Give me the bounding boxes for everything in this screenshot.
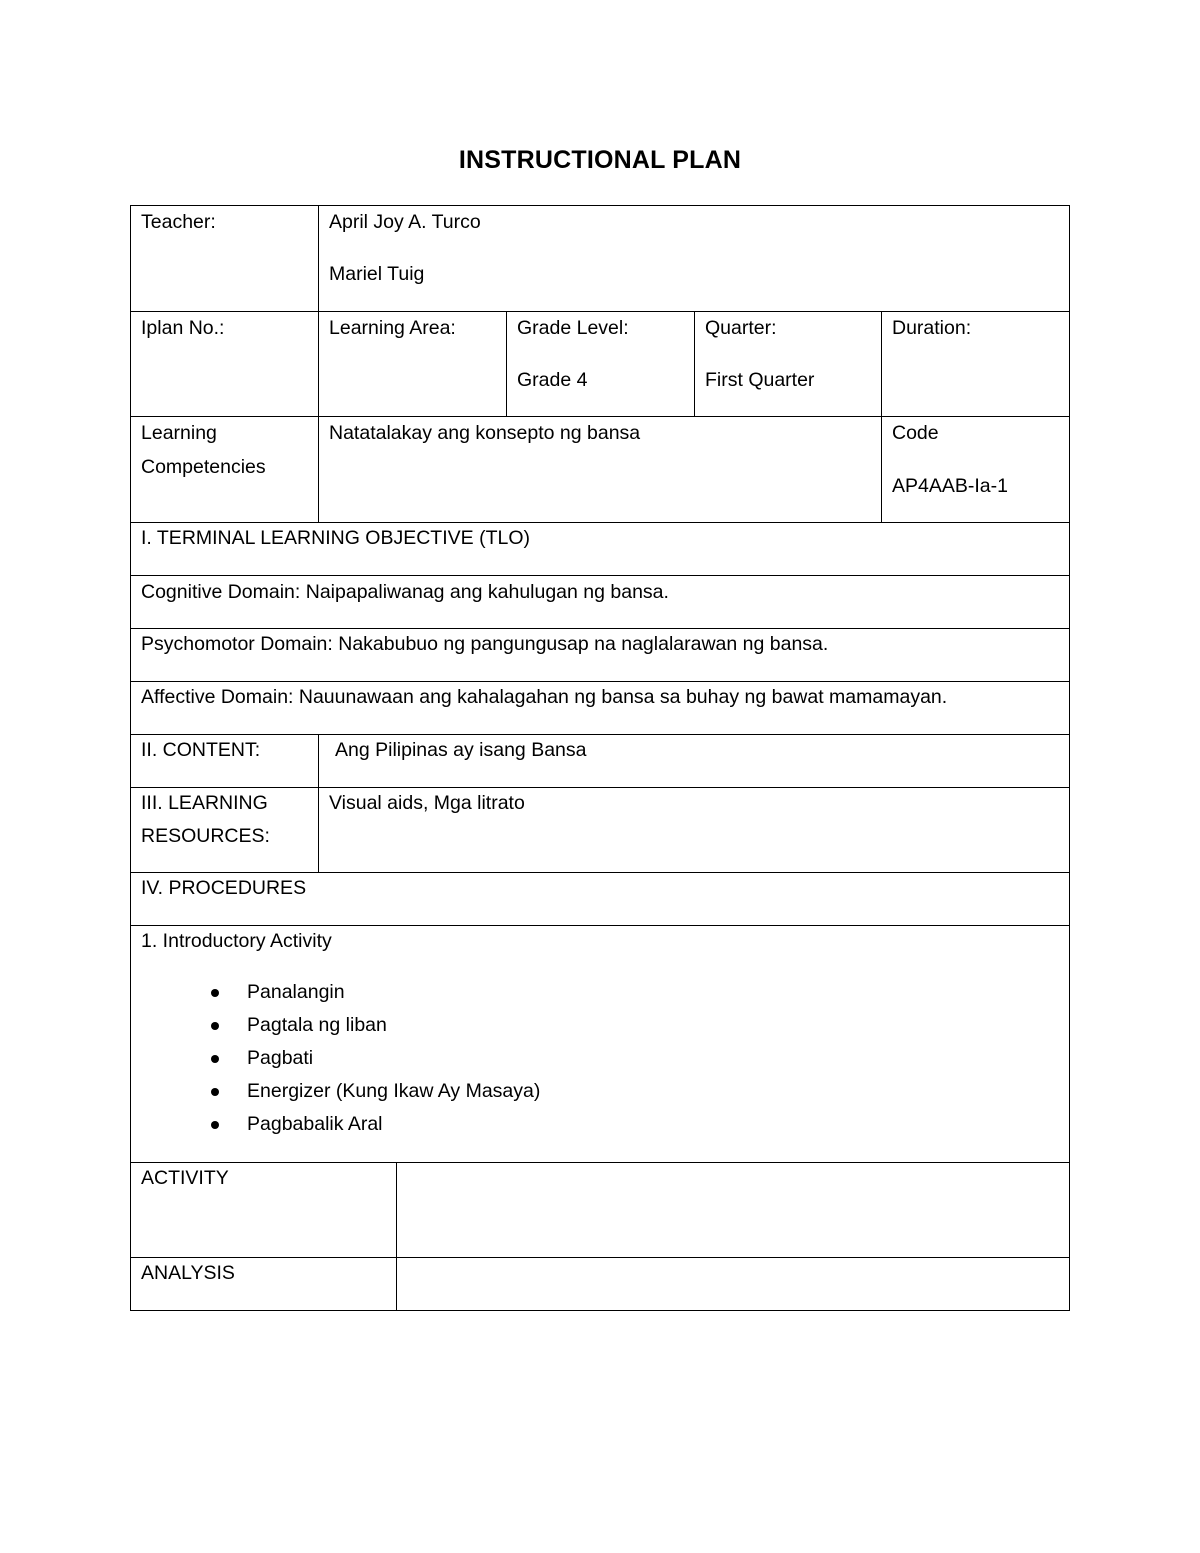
affective-domain: Affective Domain: Nauunawaan ang kahalagahan ng bansa sa buhay ng bawat mamamayan. [141, 686, 948, 708]
list-item [211, 1108, 540, 1141]
quarter-value: First Quarter [705, 369, 815, 391]
list-item-text: Energizer (Kung Ikaw Ay Masaya) [247, 1080, 541, 1102]
intro-activity-heading: 1. Introductory Activity [141, 930, 332, 952]
teacher-name-2: Mariel Tuig [329, 263, 425, 285]
teacher-name-1: April Joy A. Turco [329, 211, 481, 233]
content-value: Ang Pilipinas ay isang Bansa [335, 739, 587, 761]
resources-label-line2: RESOURCES: [141, 825, 270, 847]
activity-value-cell [396, 1162, 1070, 1258]
grade-level-label: Grade Level: [517, 317, 629, 339]
tlo-heading: I. TERMINAL LEARNING OBJECTIVE (TLO) [141, 527, 530, 549]
learning-area-label: Learning Area: [329, 317, 456, 339]
list-item-text: Pagbabalik Aral [247, 1113, 383, 1135]
quarter-label: Quarter: [705, 317, 777, 339]
intro-activity-list [211, 976, 540, 1141]
resources-value: Visual aids, Mga litrato [329, 792, 525, 814]
competencies-label-line2: Competencies [141, 456, 266, 478]
content-label: II. CONTENT: [141, 739, 261, 761]
page-title: INSTRUCTIONAL PLAN [458, 146, 742, 174]
list-item [211, 1009, 540, 1042]
resources-label-line1: III. LEARNING [141, 792, 268, 814]
bullet-icon [211, 1121, 219, 1129]
bullet-icon [211, 1022, 219, 1030]
procedures-heading: IV. PROCEDURES [141, 877, 307, 899]
code-value: AP4AAB-Ia-1 [892, 475, 1008, 497]
list-item [211, 976, 540, 1009]
competencies-label-line1: Learning [141, 422, 217, 444]
list-item-text: Pagbati [247, 1047, 314, 1069]
activity-label: ACTIVITY [141, 1167, 229, 1189]
analysis-label: ANALYSIS [141, 1262, 235, 1284]
bullet-icon [211, 1088, 219, 1096]
bullet-icon [211, 989, 219, 997]
analysis-value-cell [396, 1257, 1070, 1311]
code-label: Code [892, 422, 939, 444]
iplan-label: Iplan No.: [141, 317, 225, 339]
list-item-text: Panalangin [247, 981, 345, 1003]
list-item [211, 1075, 540, 1108]
list-item-text: Pagtala ng liban [247, 1014, 387, 1036]
competencies-value: Natatalakay ang konsepto ng bansa [329, 422, 641, 444]
list-item [211, 1042, 540, 1075]
cognitive-domain: Cognitive Domain: Naipapaliwanag ang kahulugan ng bansa. [141, 581, 669, 603]
bullet-icon [211, 1055, 219, 1063]
duration-label: Duration: [892, 317, 972, 339]
grade-level-value: Grade 4 [517, 369, 588, 391]
teacher-label: Teacher: [141, 211, 216, 233]
psychomotor-domain: Psychomotor Domain: Nakabubuo ng pangungusap na naglalarawan ng bansa. [141, 633, 829, 655]
